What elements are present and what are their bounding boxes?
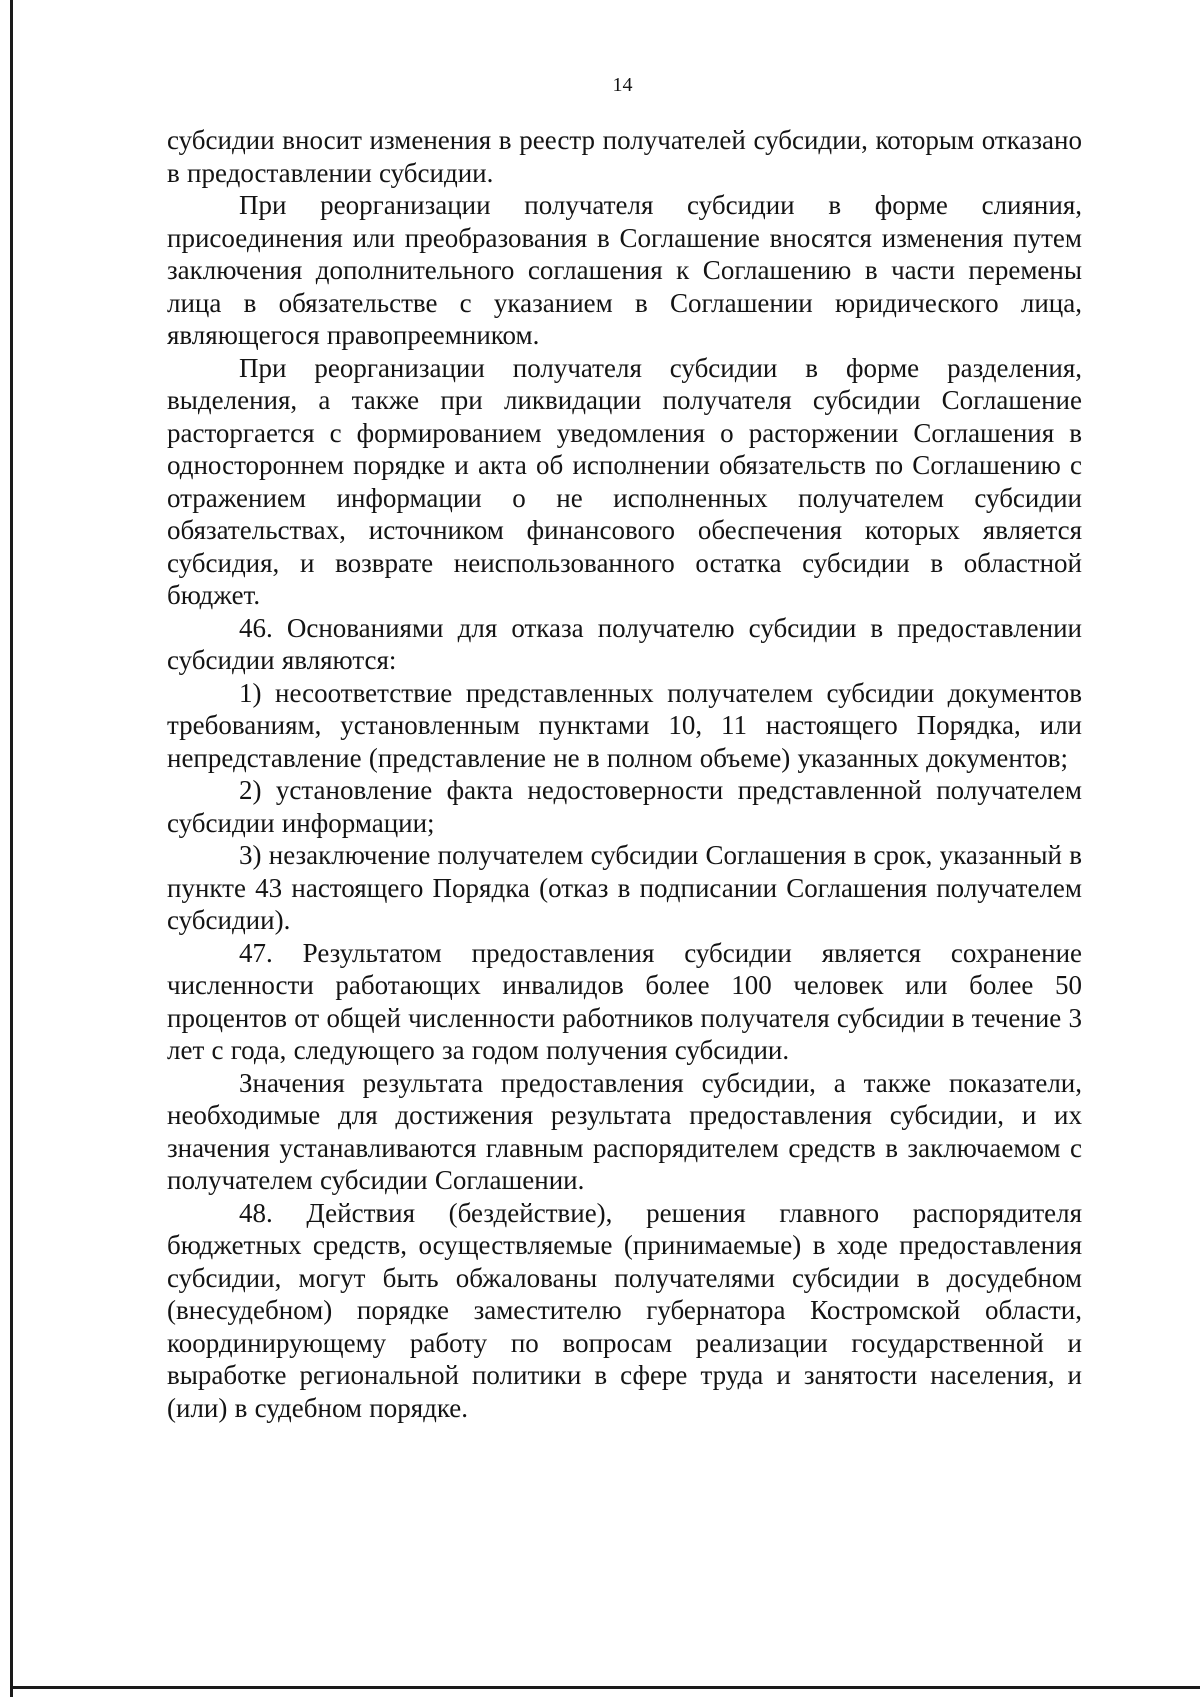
paragraph-reorganization-merger: При реорганизации получателя субсидии в форме слияния, присоединения или преобразования в Соглашение вносятся изменения путем заключения дополнительного соглашения к Соглашению в части перемены лица в обязательстве с указанием в Соглашении юридического лица, являющегося правопреемником. [167, 190, 1082, 350]
clause-48: 48. Действия (бездействие), решения главного распорядителя бюджетных средств, осуществляемые (принимаемые) в ходе предоставления субсидии, могут быть обжалованы получателями субсидии в досудебном (внесудебном) порядке заместителю губернатора Костромской области, координирующему работу по вопросам реализации государственной и выработке региональной политики в сфере труда и занятости населения, и (или) в судебном порядке. [167, 1197, 1082, 1423]
document-body [167, 124, 1082, 1424]
clause-46-item-1: 1) несоответствие представленных получателем субсидии документов требованиям, установленным пунктами 10, 11 настоящего Порядка, или непредставление (представление не в полном объеме) указанных документов; [167, 677, 1082, 773]
paragraph-reorganization-division: При реорганизации получателя субсидии в форме разделения, выделения, а также при ликвидации получателя субсидии Соглашение расторгается с формированием уведомления о расторжении Соглашения в одностороннем порядке и акта об исполнении обязательств по Соглашению с отражением информации о не исполненных получателем субсидии обязательствах, источником финансового обеспечения которых является субсидия, и возврате неиспользованного остатка субсидии в областной бюджет. [167, 352, 1082, 610]
clause-47: 47. Результатом предоставления субсидии является сохранение численности работающих инвалидов более 100 человек или более 50 процентов от общей численности работников получателя субсидии в течение 3 лет с года, следующего за годом получения субсидии. [167, 937, 1082, 1065]
clause-46-heading: 46. Основаниями для отказа получателю субсидии в предоставлении субсидии являются: [167, 612, 1082, 675]
clause-46-item-3: 3) незаключение получателем субсидии Соглашения в срок, указанный в пункте 43 настоящего Порядка (отказ в подписании Соглашения получателем субсидии). [167, 840, 1082, 935]
scan-border-left [10, 0, 13, 1697]
page-number: 14 [612, 74, 633, 96]
paragraph-registry-continuation: субсидии вносит изменения в реестр получателей субсидии, которым отказано в предоставлении субсидии. [167, 125, 1082, 188]
clause-47-values: Значения результата предоставления субсидии, а также показатели, необходимые для достижения результата предоставления субсидии, и их значения устанавливаются главным распорядителем средств в заключаемом с получателем субсидии Соглашении. [167, 1067, 1082, 1195]
clause-46-item-2: 2) установление факта недостоверности представленной получателем субсидии информации; [167, 775, 1082, 838]
scan-border-bottom [10, 1686, 1200, 1689]
